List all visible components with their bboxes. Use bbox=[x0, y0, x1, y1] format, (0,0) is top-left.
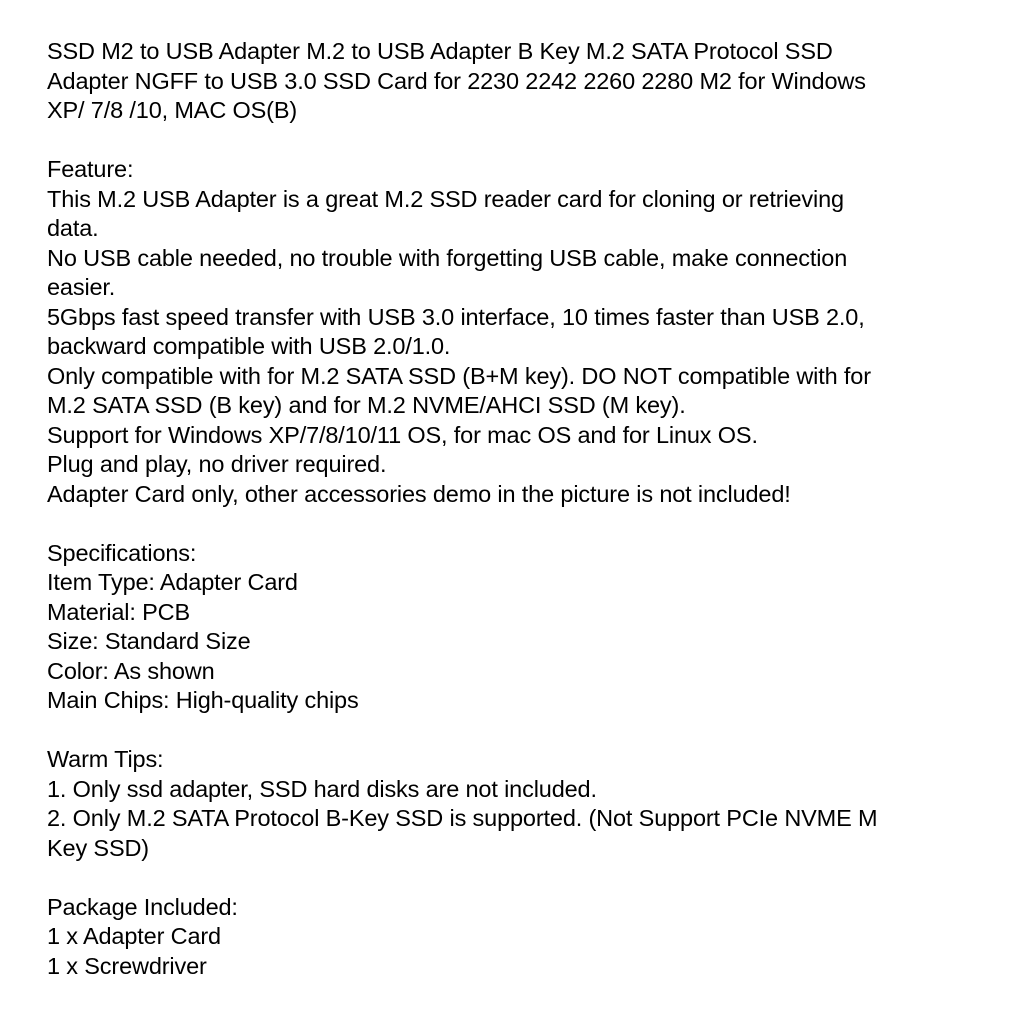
spec-line: Item Type: Adapter Card bbox=[47, 569, 298, 595]
feature-line: backward compatible with USB 2.0/1.0. bbox=[47, 333, 451, 359]
spacer bbox=[47, 126, 982, 156]
feature-line: M.2 SATA SSD (B key) and for M.2 NVME/AHCI SSD (M key). bbox=[47, 392, 686, 418]
feature-line: 5Gbps fast speed transfer with USB 3.0 interface, 10 times faster than USB 2.0, bbox=[47, 303, 865, 330]
feature-line: Adapter Card only, other accessories demo in the picture is not included! bbox=[47, 480, 791, 507]
title-block bbox=[47, 37, 982, 126]
product-description bbox=[47, 37, 982, 981]
feature-line: data. bbox=[47, 215, 99, 241]
spec-line: Size: Standard Size bbox=[47, 628, 251, 654]
feature-line: Plug and play, no driver required. bbox=[47, 451, 387, 477]
title-line: Adapter NGFF to USB 3.0 SSD Card for 2230 2242 2260 2280 M2 for Windows bbox=[47, 67, 866, 94]
specifications-heading: Specifications: bbox=[47, 539, 197, 566]
warm-tips-heading: Warm Tips: bbox=[47, 746, 164, 772]
feature-line: Only compatible with for M.2 SATA SSD (B+M key). DO NOT compatible with for bbox=[47, 362, 871, 389]
spacer bbox=[47, 863, 982, 893]
spacer bbox=[47, 509, 982, 539]
warm-tips-section bbox=[47, 745, 982, 863]
spec-line: Main Chips: High-quality chips bbox=[47, 687, 359, 713]
feature-line: This M.2 USB Adapter is a great M.2 SSD reader card for cloning or retrieving bbox=[47, 185, 844, 212]
feature-line: No USB cable needed, no trouble with forgetting USB cable, make connection bbox=[47, 244, 848, 271]
tip-line: 2. Only M.2 SATA Protocol B-Key SSD is supported. (Not Support PCIe NVME M bbox=[47, 805, 878, 831]
feature-section bbox=[47, 155, 982, 509]
spacer bbox=[47, 716, 982, 746]
package-line: 1 x Adapter Card bbox=[47, 923, 221, 949]
feature-line: Support for Windows XP/7/8/10/11 OS, for mac OS and for Linux OS. bbox=[47, 421, 758, 448]
feature-line: easier. bbox=[47, 274, 116, 300]
tip-line: 1. Only ssd adapter, SSD hard disks are not included. bbox=[47, 775, 597, 802]
title-line: XP/ 7/8 /10, MAC OS(B) bbox=[47, 97, 298, 123]
tip-line: Key SSD) bbox=[47, 834, 149, 861]
package-section bbox=[47, 893, 982, 982]
spec-line: Color: As shown bbox=[47, 657, 215, 684]
package-line: 1 x Screwdriver bbox=[47, 952, 207, 979]
feature-heading: Feature: bbox=[47, 156, 134, 182]
title-line: SSD M2 to USB Adapter M.2 to USB Adapter B Key M.2 SATA Protocol SSD bbox=[47, 38, 833, 64]
spec-line: Material: PCB bbox=[47, 598, 191, 625]
package-heading: Package Included: bbox=[47, 893, 238, 920]
specifications-section bbox=[47, 539, 982, 716]
